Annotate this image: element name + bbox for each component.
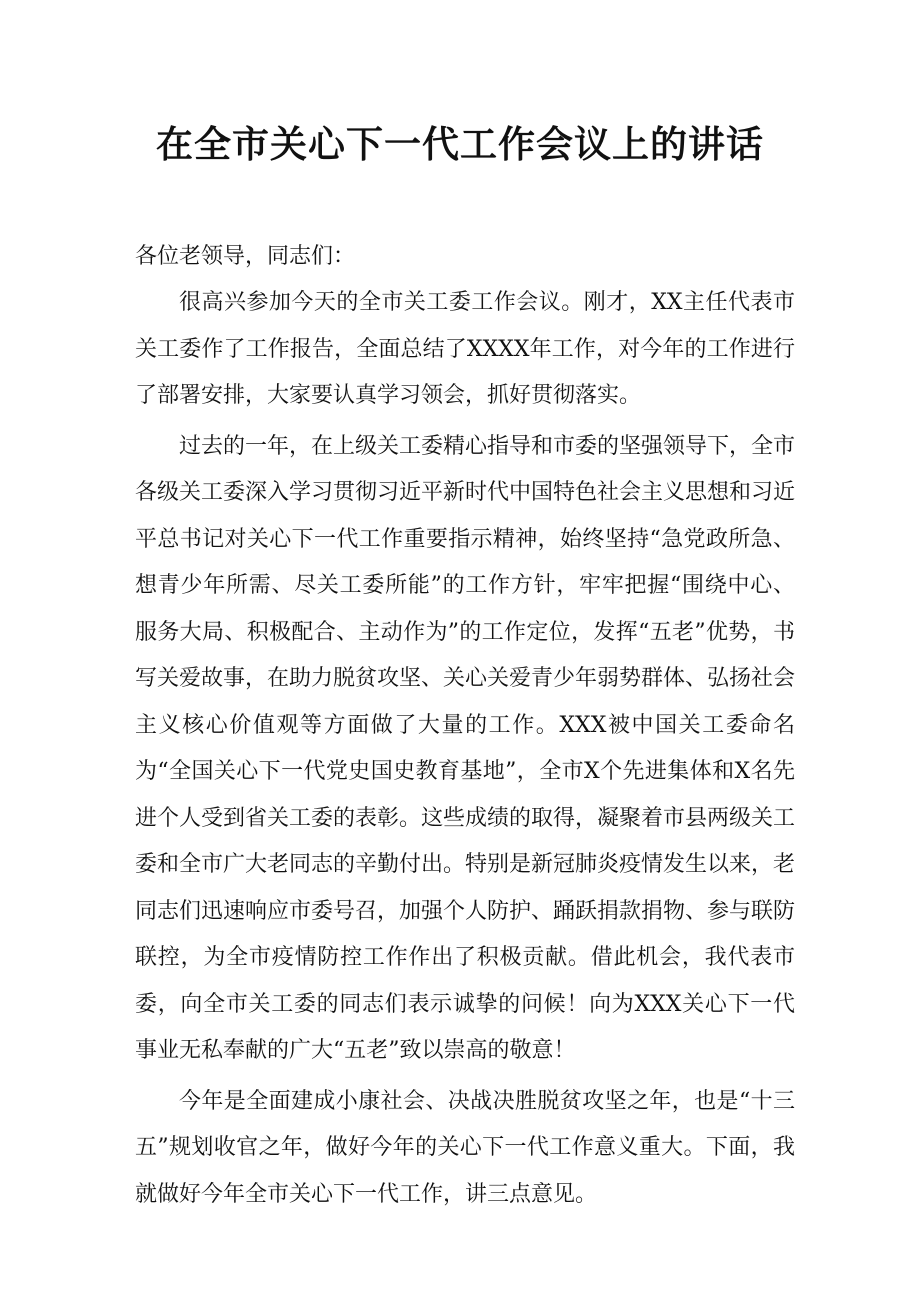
- paragraph-outlook: 今年是全面建成小康社会、决战决胜脱贫攻坚之年，也是“十三五”规划收官之年，做好今年的关心下一代工作意义重大。下面，我就做好今年全市关心下一代工作，讲三点意见。: [135, 1088, 795, 1207]
- document-body: [135, 234, 795, 1218]
- salutation: 各位老领导，同志们：: [135, 244, 356, 269]
- paragraph-opening: 很高兴参加今天的全市关工委工作会议。刚才，XX主任代表市关工委作了工作报告，全面总结了XXXX年工作，对今年的工作进行了部署安排，大家要认真学习领会，抓好贯彻落实。: [135, 290, 795, 408]
- document-title: 在全市关心下一代工作会议上的讲话: [156, 123, 764, 166]
- paragraph-review: 过去的一年，在上级关工委精心指导和市委的坚强领导下，全市各级关工委深入学习贯彻习近平新时代中国特色社会主义思想和习近平总书记对关心下一代工作重要指示精神，始终坚持“急党政所急、想青少年所需、尽关工委所能”的工作方针，牢牢把握“围绕中心、服务大局、积极配合、主动作为”的工作定位，发挥“五老”优势，书写关爱故事，在助力脱贫攻坚、关心关爱青少年弱势群体、弘扬社会主义核心价值观等方面做了大量的工作。XXX被中国关工委命名为“全国关心下一代党史国史教育基地”，全市X个先进集体和X名先进个人受到省关工委的表彰。这些成绩的取得，凝聚着市县两级关工委和全市广大老同志的辛勤付出。特别是新冠肺炎疫情发生以来，老同志们迅速响应市委号召，加强个人防护、踊跃捐款捐物、参与联防联控，为全市疫情防控工作作出了积极贡献。借此机会，我代表市委，向全市关工委的同志们表示诚挚的问候！向为XXX关心下一代事业无私奉献的广大“五老”致以崇高的敬意！: [135, 433, 796, 1063]
